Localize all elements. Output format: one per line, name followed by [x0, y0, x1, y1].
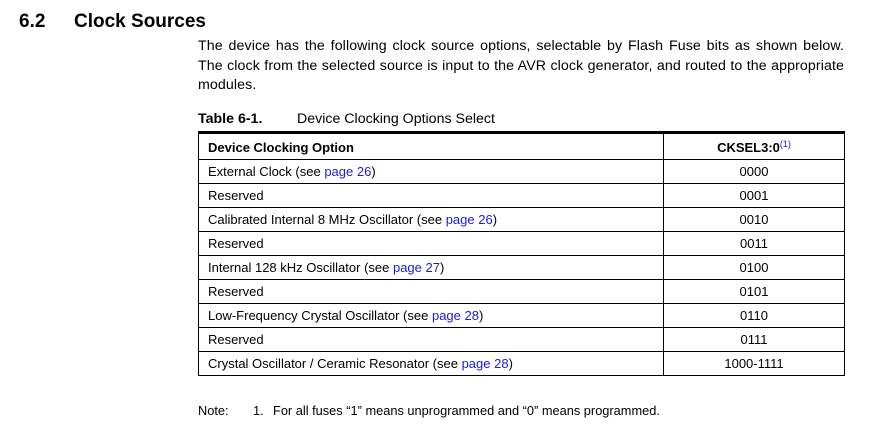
option-text: Reserved: [208, 332, 264, 347]
page-link[interactable]: page 27: [392, 260, 440, 275]
note-text: For all fuses “1” means unprogrammed and “0” means programmed.: [273, 403, 660, 418]
table-row: [199, 160, 845, 184]
table-row: [199, 280, 845, 304]
header-cksel-label: CKSEL3:0: [717, 140, 780, 155]
table-row: [199, 304, 845, 328]
section-number: 6.2: [19, 11, 46, 32]
cksel-value: 0000: [664, 160, 845, 184]
option-text: Reserved: [208, 188, 264, 203]
cksel-value: 1000-1111: [664, 352, 845, 376]
note-label: Note:: [198, 403, 229, 418]
option-suffix: ): [492, 212, 498, 227]
cksel-value: 0101: [664, 280, 845, 304]
option-text: Reserved: [208, 284, 264, 299]
option-cell: [199, 256, 664, 280]
option-cell: [199, 352, 664, 376]
clocking-options-table: [198, 131, 845, 376]
cksel-value: 0001: [664, 184, 845, 208]
option-cell: [199, 280, 664, 304]
footnote-ref-link[interactable]: (1): [779, 139, 791, 149]
header-option: [199, 133, 664, 160]
cksel-value: 0010: [664, 208, 845, 232]
table-note: [198, 403, 660, 418]
option-cell: [199, 232, 664, 256]
table-row: [199, 256, 845, 280]
table-caption: [198, 111, 495, 127]
table-row: [199, 328, 845, 352]
option-text: Internal 128 kHz Oscillator (see: [208, 260, 393, 275]
table-caption-label: Table 6-1.: [198, 111, 263, 127]
header-option-label: Device Clocking Option: [208, 139, 354, 155]
option-text: Crystal Oscillator / Ceramic Resonator (see: [208, 356, 462, 371]
page-link[interactable]: page 26: [324, 164, 372, 179]
table-row: [199, 232, 845, 256]
table-row: [199, 184, 845, 208]
option-cell: [199, 160, 664, 184]
option-suffix: ): [508, 356, 513, 371]
cksel-value: 0111: [664, 328, 845, 352]
cksel-value: 0110: [664, 304, 845, 328]
table-body: [199, 160, 845, 376]
page-link[interactable]: page 28: [461, 356, 509, 371]
option-text: Reserved: [208, 236, 264, 251]
option-suffix: ): [439, 260, 445, 275]
option-text: External Clock (see: [208, 164, 325, 179]
cksel-value: 0011: [664, 232, 845, 256]
option-cell: [199, 304, 664, 328]
table-caption-title: Device Clocking Options Select: [297, 111, 495, 127]
option-text: Low-Frequency Crystal Oscillator (see: [208, 308, 432, 323]
page-link[interactable]: page 28: [431, 308, 479, 323]
table-header-row: [199, 133, 845, 160]
note-number: 1.: [253, 403, 264, 418]
table-row: [199, 208, 845, 232]
option-cell: [199, 328, 664, 352]
table-row: [199, 352, 845, 376]
section-title: Clock Sources: [74, 11, 206, 32]
intro-paragraph: The device has the following clock source options, selectable by Flash Fuse bits as shown below. The clock from the selected source is input to the AVR clock generator, and routed to the appropriate modules.: [198, 38, 844, 94]
option-suffix: ): [478, 308, 484, 323]
page-link[interactable]: page 26: [445, 212, 493, 227]
option-cell: [199, 208, 664, 232]
cksel-value: 0100: [664, 256, 845, 280]
option-suffix: ): [371, 164, 376, 179]
option-text: Calibrated Internal 8 MHz Oscillator (see: [208, 212, 446, 227]
option-cell: [199, 184, 664, 208]
header-cksel: [664, 133, 845, 160]
